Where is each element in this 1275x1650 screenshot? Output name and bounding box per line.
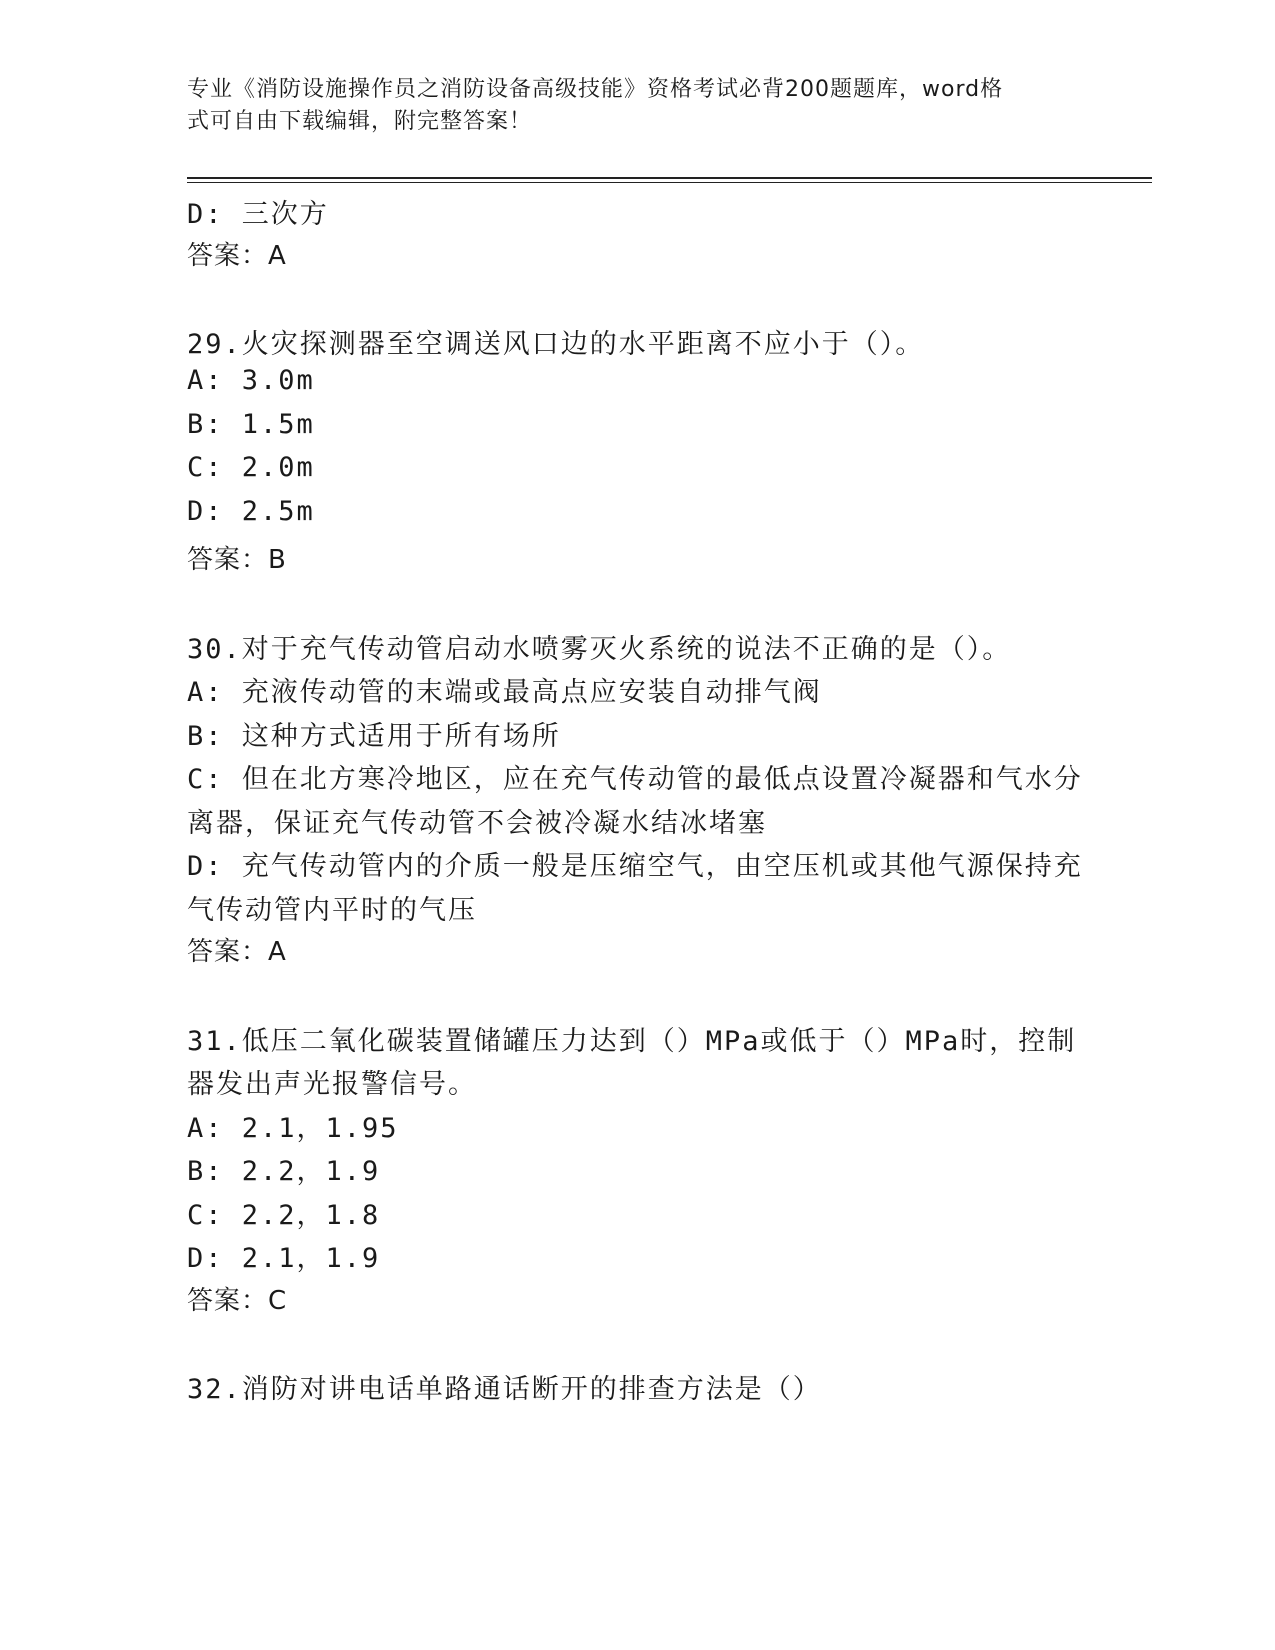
q29-question: 29.火灾探测器至空调送风口边的水平距离不应小于（）。 <box>187 329 925 360</box>
q29-option-d: D: 2.5m <box>187 496 315 527</box>
q28-option-d: D: 三次方 <box>187 199 329 230</box>
q30-question: 30.对于充气传动管启动水喷雾灭火系统的说法不正确的是（）。 <box>187 634 1012 665</box>
header-rule-thick <box>187 177 1152 179</box>
q30-option-c-cont: 离器，保证充气传动管不会被冷凝水结冰堵塞 <box>187 808 767 839</box>
q32-question: 32.消防对讲电话单路通话断开的排查方法是（） <box>187 1374 822 1405</box>
q31-answer: 答案：C <box>187 1286 288 1316</box>
q31-option-d: D: 2.1，1.9 <box>187 1243 381 1274</box>
header-rule-thin <box>187 182 1152 183</box>
document-header <box>187 74 1067 138</box>
q30-option-b: B: 这种方式适用于所有场所 <box>187 721 561 752</box>
q31-question: 31.低压二氧化碳装置储罐压力达到（）MPa或低于（）MPa时，控制 <box>187 1026 1077 1057</box>
q29-answer: 答案：B <box>187 545 287 575</box>
q31-question-cont: 器发出声光报警信号。 <box>187 1069 477 1100</box>
q28-answer: 答案：A <box>187 241 287 271</box>
q30-option-d: D: 充气传动管内的介质一般是压缩空气，由空压机或其他气源保持充 <box>187 851 1083 882</box>
q31-option-b: B: 2.2，1.9 <box>187 1156 381 1187</box>
q30-option-a: A: 充液传动管的末端或最高点应安装自动排气阀 <box>187 677 822 708</box>
q30-option-c: C: 但在北方寒冷地区，应在充气传动管的最低点设置冷凝器和气水分 <box>187 764 1083 795</box>
q29-option-c: C: 2.0m <box>187 452 315 483</box>
header-line-1: 专业《消防设施操作员之消防设备高级技能》资格考试必背200题题库，word格 <box>187 77 1004 102</box>
q30-option-d-cont: 气传动管内平时的气压 <box>187 895 477 926</box>
q29-option-a: A: 3.0m <box>187 365 315 396</box>
q29-option-b: B: 1.5m <box>187 409 315 440</box>
q31-option-c: C: 2.2，1.8 <box>187 1200 381 1231</box>
q30-answer: 答案：A <box>187 937 287 967</box>
header-line-2: 式可自由下载编辑，附完整答案！ <box>187 109 533 134</box>
q31-option-a: A: 2.1，1.95 <box>187 1113 399 1144</box>
